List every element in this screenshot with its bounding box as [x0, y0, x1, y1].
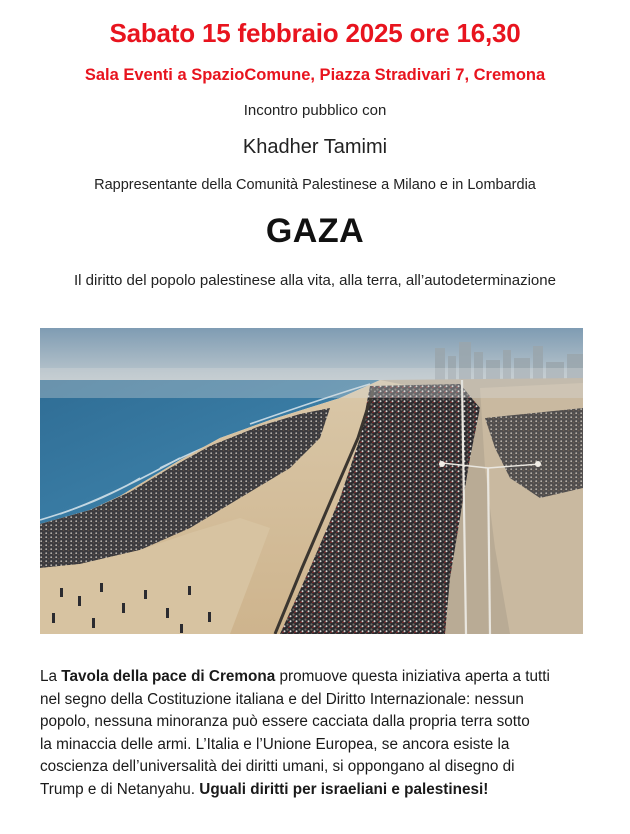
body-line-2: nel segno della Costituzione italiana e del Diritto Internazionale: nessun [40, 690, 524, 708]
body-paragraph [40, 666, 590, 801]
event-venue: Sala Eventi a SpazioComune, Piazza Stradivari 7, Cremona [84, 66, 546, 84]
organizer-name: Tavola della pace di Cremona [61, 668, 276, 685]
speaker-name: Khadher Tamimi [242, 136, 388, 158]
body-line-4: la minaccia delle armi. L’Italia e l’Unione Europea, se ancora esiste la [40, 735, 510, 753]
event-subtitle: Il diritto del popolo palestinese alla vita, alla terra, all’autodeterminazione [74, 272, 556, 289]
body-line-1 [40, 666, 590, 689]
body-line-1-post: promuove questa iniziativa aperta a tutti [275, 668, 550, 685]
event-date-time: Sabato 15 febbraio 2025 ore 16,30 [109, 18, 521, 48]
body-line-3: popolo, nessuna minoranza può essere cacciata dalla propria terra sotto [40, 713, 530, 730]
body-line-5: coscienza dell’universalità dei diritti umani, si oppongano al disegno di [40, 758, 515, 775]
gaza-coast-crowd-photo [40, 328, 583, 634]
speaker-role: Rappresentante della Comunità Palestinese a Milano e in Lombardia [94, 177, 536, 193]
body-line-1-pre: La [40, 668, 62, 685]
body-line-6 [40, 779, 590, 802]
event-intro: Incontro pubblico con [243, 102, 387, 119]
body-line-6-pre: Trump e di Netanyahu. [40, 780, 200, 798]
closing-slogan: Uguali diritti per israeliani e palestinesi! [199, 780, 489, 798]
event-title: GAZA [265, 212, 365, 250]
